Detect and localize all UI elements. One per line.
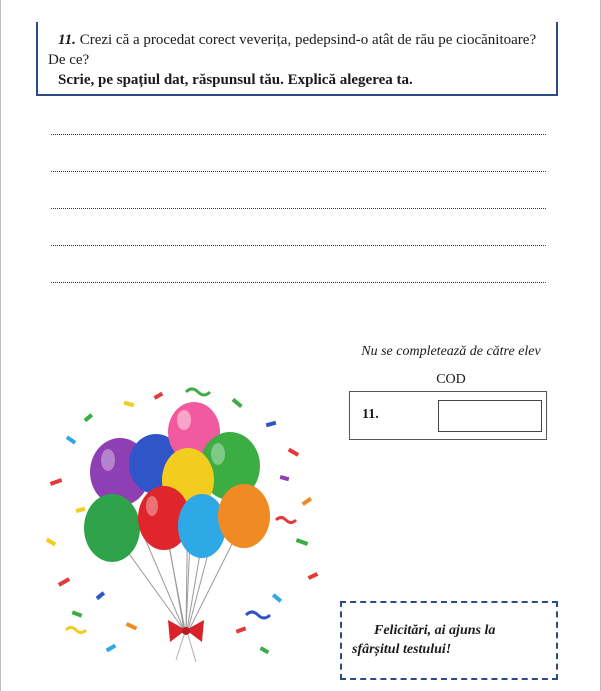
question-line-2: De ce? bbox=[48, 52, 90, 68]
question-number: 11. bbox=[58, 32, 76, 48]
question-line-1 bbox=[48, 30, 546, 50]
congratulations-box bbox=[340, 601, 558, 680]
page-left-edge bbox=[0, 0, 1, 691]
question-instruction: Scrie, pe spațiul dat, răspunsul tău. Explică alegerea ta. bbox=[58, 72, 413, 88]
teacher-only-note: Nu se completează de către elev bbox=[361, 344, 541, 359]
cod-label: COD bbox=[436, 372, 466, 387]
answer-line[interactable] bbox=[51, 245, 546, 246]
congratulations-text: Felicitări, ai ajuns la sfârșitul testului! bbox=[352, 623, 496, 657]
balloons bbox=[84, 402, 270, 562]
question-box bbox=[36, 22, 558, 96]
code-input-box[interactable] bbox=[438, 400, 542, 432]
answer-line[interactable] bbox=[51, 134, 546, 135]
question-text: Crezi că a procedat corect veverița, pedepsind-o atât de rău pe ciocănitoare? bbox=[79, 32, 537, 48]
answer-line[interactable] bbox=[51, 282, 546, 283]
light-blue-balloon bbox=[178, 494, 226, 558]
balloons-illustration bbox=[36, 380, 336, 680]
scoring-item-number: 11. bbox=[362, 407, 379, 422]
answer-line[interactable] bbox=[51, 171, 546, 172]
dark-green-balloon bbox=[84, 494, 140, 562]
answer-line[interactable] bbox=[51, 208, 546, 209]
scoring-box bbox=[349, 391, 547, 440]
orange-balloon bbox=[218, 484, 270, 548]
